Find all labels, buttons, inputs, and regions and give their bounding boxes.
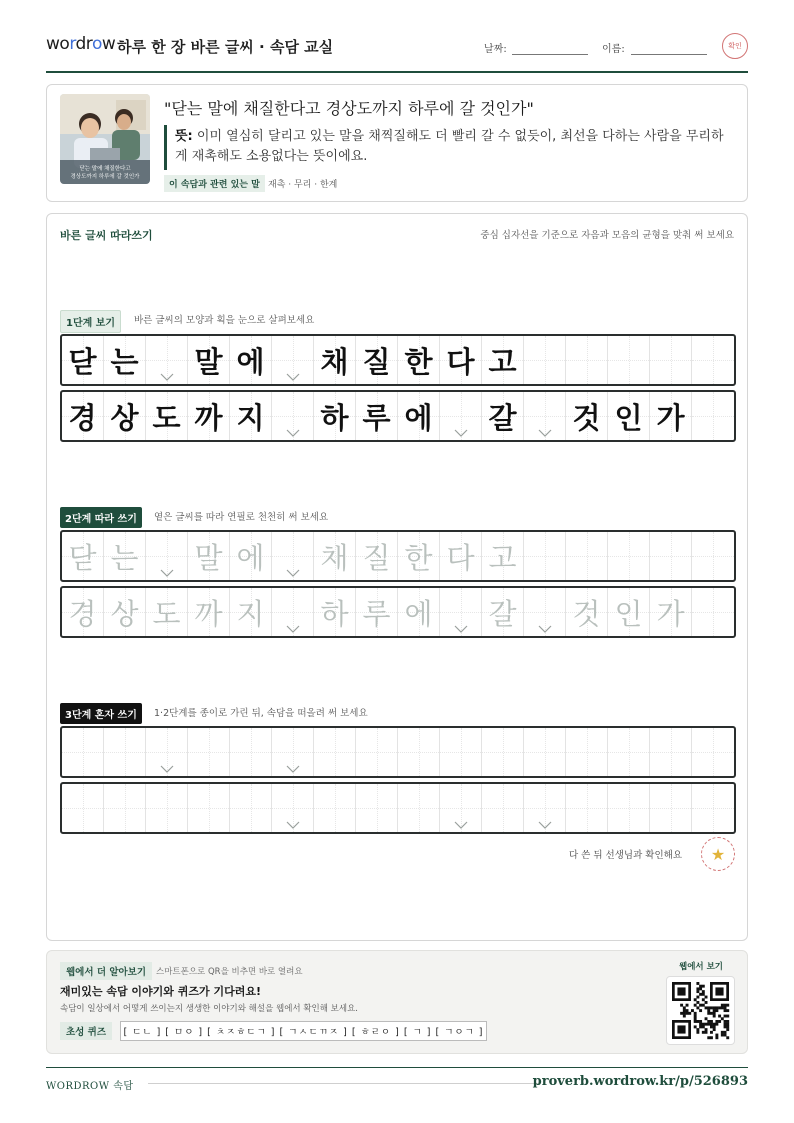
proverb-meaning [175, 127, 735, 167]
grid-cell [650, 588, 692, 636]
step3-row-2[interactable] [60, 782, 736, 834]
grid-cell [524, 588, 566, 636]
step2-row-2[interactable] [60, 586, 736, 638]
grid-cell [482, 784, 524, 832]
grid-cell [608, 392, 650, 440]
grid-cell [272, 784, 314, 832]
space-mark-icon [286, 569, 300, 577]
grid-char: 에 [404, 400, 433, 435]
grid-cell [146, 532, 188, 580]
grid-cell [188, 336, 230, 384]
space-mark-icon [538, 429, 552, 437]
grid-cell [230, 336, 272, 384]
svg-text:닫는 말에 채질한다고: 닫는 말에 채질한다고 [79, 166, 131, 172]
svg-text:경상도까지 하루에 갈 것인가: 경상도까지 하루에 갈 것인가 [70, 174, 140, 180]
footer-brand: WORDROW 속담 [46, 1081, 134, 1092]
related-words-badge: 이 속담과 관련 있는 말 [164, 175, 265, 192]
wordrow-logo: wordrow [46, 34, 116, 54]
step1-description: 바른 글씨의 모양과 획을 눈으로 살펴보세요 [134, 315, 315, 326]
grid-cell [272, 728, 314, 776]
grid-cell [104, 336, 146, 384]
grid-char: 고 [488, 540, 517, 575]
grid-cell [230, 588, 272, 636]
grid-cell [314, 392, 356, 440]
grid-char: 는 [110, 344, 139, 379]
grid-cell [62, 588, 104, 636]
grid-char: 고 [488, 344, 517, 379]
step1-row-2 [60, 390, 736, 442]
grid-char: 것 [572, 400, 601, 435]
footer-line [148, 1083, 538, 1084]
grid-char: 채 [320, 540, 349, 575]
grid-cell [566, 728, 608, 776]
grid-cell [524, 392, 566, 440]
grid-cell [230, 392, 272, 440]
grid-char: 한 [404, 540, 433, 575]
step3-description: 1·2단계를 종이로 가린 뒤, 속담을 떠올려 써 보세요 [154, 708, 368, 719]
grid-char: 다 [446, 344, 475, 379]
grid-cell [62, 532, 104, 580]
web-subtext: 속담이 일상에서 어떻게 쓰이는지 생생한 이야기와 해설을 웹에서 확인해 보세요. [60, 1004, 358, 1014]
grid-cell [104, 532, 146, 580]
grid-cell [356, 392, 398, 440]
grid-cell [566, 532, 608, 580]
step2-description: 옅은 글씨를 따라 연필로 천천히 써 보세요 [154, 512, 329, 523]
space-mark-icon [286, 765, 300, 773]
space-mark-icon [286, 373, 300, 381]
grid-cell [188, 728, 230, 776]
grid-cell [146, 588, 188, 636]
space-mark-icon [454, 429, 468, 437]
grid-cell [314, 784, 356, 832]
grid-cell [650, 532, 692, 580]
step2-row-1[interactable] [60, 530, 736, 582]
grid-cell [692, 532, 734, 580]
grid-cell [482, 728, 524, 776]
grid-char: 닫 [68, 344, 97, 379]
grid-cell [188, 588, 230, 636]
grid-char: 지 [236, 400, 265, 435]
grid-cell [314, 532, 356, 580]
grid-char: 가 [656, 596, 685, 631]
grid-cell [608, 784, 650, 832]
qr-label: 웹에서 보기 [679, 962, 724, 972]
grid-cell [356, 588, 398, 636]
grid-char: 까 [194, 400, 223, 435]
proverb-quote: "닫는 말에 채질한다고 경상도까지 하루에 갈 것인가" [164, 99, 534, 118]
grid-char: 말 [194, 344, 223, 379]
space-mark-icon [286, 429, 300, 437]
grid-cell [650, 336, 692, 384]
web-headline: 재미있는 속담 이야기와 퀴즈가 기다려요! [60, 985, 261, 998]
grid-char: 질 [362, 344, 391, 379]
grid-cell [146, 336, 188, 384]
grid-cell [398, 588, 440, 636]
grid-cell [188, 532, 230, 580]
grid-char: 도 [152, 400, 181, 435]
grid-cell [692, 336, 734, 384]
step1-row-1 [60, 334, 736, 386]
space-mark-icon [160, 765, 174, 773]
name-label: 이름: [602, 44, 625, 55]
grid-cell [692, 784, 734, 832]
grid-cell [440, 728, 482, 776]
grid-cell [104, 728, 146, 776]
grid-cell [398, 784, 440, 832]
grid-cell [566, 336, 608, 384]
grid-char: 루 [362, 400, 391, 435]
grid-cell [440, 392, 482, 440]
grid-cell [440, 336, 482, 384]
grid-cell [566, 588, 608, 636]
grid-cell [566, 392, 608, 440]
grid-cell [524, 532, 566, 580]
grid-cell [608, 532, 650, 580]
grid-cell [314, 588, 356, 636]
grid-char: 에 [236, 540, 265, 575]
space-mark-icon [160, 569, 174, 577]
grid-cell [356, 336, 398, 384]
grid-char: 닫 [68, 540, 97, 575]
grid-cell [146, 784, 188, 832]
grid-cell [272, 336, 314, 384]
grid-char: 한 [404, 344, 433, 379]
grid-cell [230, 728, 272, 776]
grid-cell [650, 784, 692, 832]
grid-cell [692, 728, 734, 776]
grid-cell [482, 392, 524, 440]
grid-char: 상 [110, 596, 139, 631]
grid-char: 말 [194, 540, 223, 575]
grid-cell [356, 532, 398, 580]
space-mark-icon [538, 821, 552, 829]
footer-url[interactable]: proverb.wordrow.kr/p/526893 [532, 1074, 748, 1089]
step2-badge: 2단계 따라 쓰기 [60, 507, 142, 528]
grid-cell [188, 392, 230, 440]
grid-char: 까 [194, 596, 223, 631]
chosung-quiz: [ ㄷㄴ ] [ ㅁㅇ ] [ ㅊㅈㅎㄷㄱ ] [ ㄱㅅㄷㄲㅈ ] [ ㅎㄹㅇ ] [ ㄱ ] [ ㄱㅇㄱ ] [120, 1021, 487, 1041]
grid-cell [482, 532, 524, 580]
grid-char: 에 [236, 344, 265, 379]
name-field[interactable] [631, 42, 707, 55]
grid-char: 채 [320, 344, 349, 379]
page-title: 하루 한 장 바른 글씨 · 속담 교실 [117, 38, 334, 56]
grid-cell [524, 784, 566, 832]
grid-char: 는 [110, 540, 139, 575]
grid-cell [692, 392, 734, 440]
grid-char: 갈 [488, 596, 517, 631]
quiz-label: 초성 퀴즈 [60, 1022, 112, 1040]
grid-char: 지 [236, 596, 265, 631]
footer-divider [46, 1067, 748, 1068]
grid-char: 것 [572, 596, 601, 631]
meaning-label: 뜻: [175, 129, 193, 144]
grid-cell [104, 392, 146, 440]
grid-cell [356, 728, 398, 776]
grid-cell [230, 784, 272, 832]
grid-cell [146, 392, 188, 440]
grid-cell [650, 392, 692, 440]
grid-cell [230, 532, 272, 580]
grid-cell [482, 336, 524, 384]
space-mark-icon [286, 625, 300, 633]
grid-cell [608, 728, 650, 776]
grid-cell [356, 784, 398, 832]
grid-cell [440, 588, 482, 636]
step1-badge: 1단계 보기 [60, 310, 121, 333]
grid-cell [314, 728, 356, 776]
practice-title: 바른 글씨 따라쓰기 [60, 229, 153, 242]
grid-cell [62, 336, 104, 384]
grid-cell [398, 728, 440, 776]
grid-cell [104, 588, 146, 636]
grid-char: 인 [614, 596, 643, 631]
space-mark-icon [160, 373, 174, 381]
date-label: 날짜: [484, 44, 507, 55]
grid-cell [608, 336, 650, 384]
grid-cell [62, 784, 104, 832]
grid-cell [104, 784, 146, 832]
qr-code[interactable] [666, 976, 735, 1045]
grid-cell [272, 532, 314, 580]
confirm-stamp-icon: 확인 [722, 33, 748, 59]
space-mark-icon [454, 625, 468, 633]
web-note: 스마트폰으로 QR을 비추면 바로 열려요 [156, 967, 303, 977]
grid-cell [62, 728, 104, 776]
grid-cell [62, 392, 104, 440]
grid-char: 다 [446, 540, 475, 575]
star-stamp-icon: ★ [701, 837, 735, 871]
practice-note: 중심 십자선을 기준으로 자음과 모음의 균형을 맞춰 써 보세요 [480, 230, 734, 241]
grid-char: 인 [614, 400, 643, 435]
grid-cell [440, 532, 482, 580]
grid-char: 하 [320, 400, 349, 435]
grid-cell [482, 588, 524, 636]
grid-cell [188, 784, 230, 832]
grid-cell [440, 784, 482, 832]
grid-cell [272, 392, 314, 440]
meaning-text: 이미 열심히 달리고 있는 말을 채찍질해도 더 빨리 갈 수 없듯이, 최선을 다하는 사람을 무리하게 재촉해도 소용없다는 뜻이에요. [175, 129, 724, 164]
grid-char: 경 [68, 596, 97, 631]
proverb-illustration [60, 94, 150, 184]
grid-char: 경 [68, 400, 97, 435]
grid-char: 하 [320, 596, 349, 631]
grid-cell [650, 728, 692, 776]
grid-cell [524, 728, 566, 776]
grid-cell [314, 336, 356, 384]
grid-cell [398, 532, 440, 580]
space-mark-icon [286, 821, 300, 829]
grid-cell [692, 588, 734, 636]
grid-char: 상 [110, 400, 139, 435]
step3-badge: 3단계 혼자 쓰기 [60, 703, 142, 724]
space-mark-icon [454, 821, 468, 829]
grid-cell [398, 336, 440, 384]
grid-cell [272, 588, 314, 636]
grid-char: 질 [362, 540, 391, 575]
meaning-accent-bar [164, 125, 167, 170]
grid-cell [398, 392, 440, 440]
date-field[interactable] [512, 42, 588, 55]
space-mark-icon [538, 625, 552, 633]
web-badge: 웹에서 더 알아보기 [60, 962, 152, 980]
grid-char: 에 [404, 596, 433, 631]
related-words: 재촉 · 무리 · 한계 [268, 180, 338, 190]
grid-char: 도 [152, 596, 181, 631]
grid-char: 루 [362, 596, 391, 631]
grid-cell [146, 728, 188, 776]
header-divider [46, 71, 748, 73]
grid-cell [524, 336, 566, 384]
grid-cell [608, 588, 650, 636]
grid-char: 갈 [488, 400, 517, 435]
grid-char: 가 [656, 400, 685, 435]
step3-row-1[interactable] [60, 726, 736, 778]
grid-cell [566, 784, 608, 832]
teacher-check-note: 다 쓴 뒤 선생님과 확인해요 [568, 850, 682, 861]
